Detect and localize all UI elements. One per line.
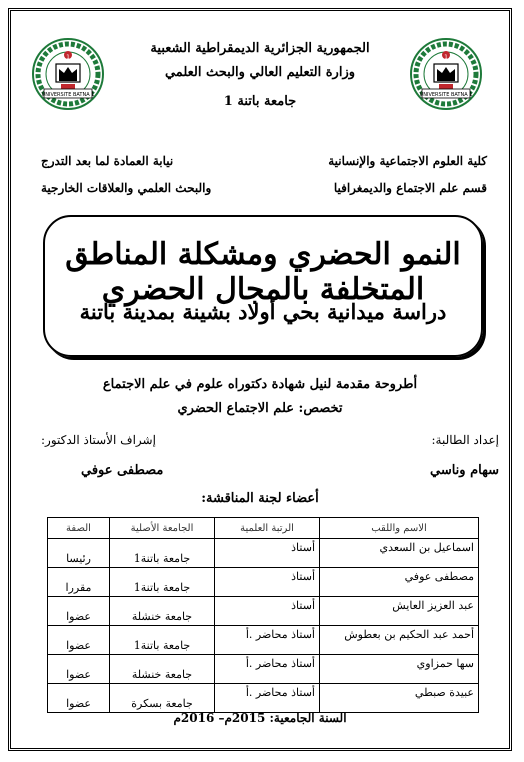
faculty-name: كلية العلوم الاجتماعية والإنسانية bbox=[328, 154, 487, 168]
title-frame bbox=[43, 215, 483, 357]
member-role: عضوا bbox=[48, 626, 110, 655]
member-name: عبيدة صبطي bbox=[320, 684, 479, 713]
ministry-name: وزارة التعليم العالي والبحث العلمي bbox=[164, 65, 356, 80]
supervisor-label: إشراف الأستاذ الدكتور: bbox=[41, 433, 156, 447]
thesis-title: النمو الحضري ومشكلة المناطق المتخلفة بالمجال الحضري bbox=[65, 237, 461, 307]
member-rank: أستاذ bbox=[215, 568, 320, 597]
table-row bbox=[48, 684, 479, 713]
column-header: الجامعة الأصلية bbox=[110, 518, 215, 539]
table-header-row bbox=[48, 518, 479, 539]
vice-deanship: نيابة العمادة لما بعد التدرج bbox=[41, 154, 174, 168]
member-rank: أستاذ محاضر .أ bbox=[215, 655, 320, 684]
member-university: جامعة باتنة1 bbox=[110, 568, 215, 597]
committee-title: أعضاء لجنة المناقشة: bbox=[201, 491, 319, 506]
university-name: جامعة باتنة 1 bbox=[223, 94, 297, 109]
department-name: قسم علم الاجتماع والديمغرافيا bbox=[333, 181, 487, 195]
table-row bbox=[48, 568, 479, 597]
member-university: جامعة بسكرة bbox=[110, 684, 215, 713]
member-name: عبد العزيز العايش bbox=[320, 597, 479, 626]
research-relations: والبحث العلمي والعلاقات الخارجية bbox=[41, 181, 212, 195]
logo-number: 1 bbox=[444, 54, 448, 61]
student-label: إعداد الطالبة: bbox=[431, 433, 499, 447]
thesis-specialty: تخصص: علم الاجتماع الحضري bbox=[177, 401, 343, 416]
table-row bbox=[48, 626, 479, 655]
member-role: عضوا bbox=[48, 655, 110, 684]
member-role: عضوا bbox=[48, 597, 110, 626]
member-university: جامعة باتنة1 bbox=[110, 626, 215, 655]
supervisor-name: مصطفى عوفي bbox=[81, 463, 164, 478]
thesis-subtitle: دراسة ميدانية بحي أولاد بشينة بمدينة باتنة bbox=[79, 299, 447, 324]
republic-name: الجمهورية الجزائرية الديمقراطية الشعبية bbox=[150, 41, 370, 56]
member-rank: أستاذ محاضر .أ bbox=[215, 684, 320, 713]
logo-number: 1 bbox=[66, 54, 70, 61]
member-role: رئيسا bbox=[48, 539, 110, 568]
thesis-purpose: أطروحة مقدمة لنيل شهادة دكتوراه علوم في علم الاجتماع bbox=[102, 377, 418, 392]
column-header: الصفة bbox=[48, 518, 110, 539]
logo-caption: UNIVERSITE BATNA 1 bbox=[41, 92, 95, 98]
table-row bbox=[48, 597, 479, 626]
logo-caption: UNIVERSITE BATNA 1 bbox=[419, 92, 473, 98]
member-name: اسماعيل بن السعدي bbox=[320, 539, 479, 568]
member-rank: أستاذ محاضر .أ bbox=[215, 626, 320, 655]
member-rank: أستاذ bbox=[215, 597, 320, 626]
member-role: مقررا bbox=[48, 568, 110, 597]
member-name: أحمد عبد الحكيم بن بعطوش bbox=[320, 626, 479, 655]
member-name: مصطفى عوفي bbox=[320, 568, 479, 597]
member-university: جامعة خنشلة bbox=[110, 655, 215, 684]
member-name: سها حمزاوي bbox=[320, 655, 479, 684]
member-university: جامعة خنشلة bbox=[110, 597, 215, 626]
member-rank: أستاذ bbox=[215, 539, 320, 568]
document-page bbox=[8, 8, 512, 751]
student-name: سهام وناسي bbox=[429, 463, 499, 478]
table-row bbox=[48, 655, 479, 684]
column-header: الاسم واللقب bbox=[320, 518, 479, 539]
table-row bbox=[48, 539, 479, 568]
member-university: جامعة باتنة1 bbox=[110, 539, 215, 568]
member-role: عضوا bbox=[48, 684, 110, 713]
column-header: الرتبة العلمية bbox=[215, 518, 320, 539]
committee-table bbox=[47, 517, 479, 713]
academic-year: السنة الجامعية: 2015م– 2016م bbox=[173, 711, 347, 725]
